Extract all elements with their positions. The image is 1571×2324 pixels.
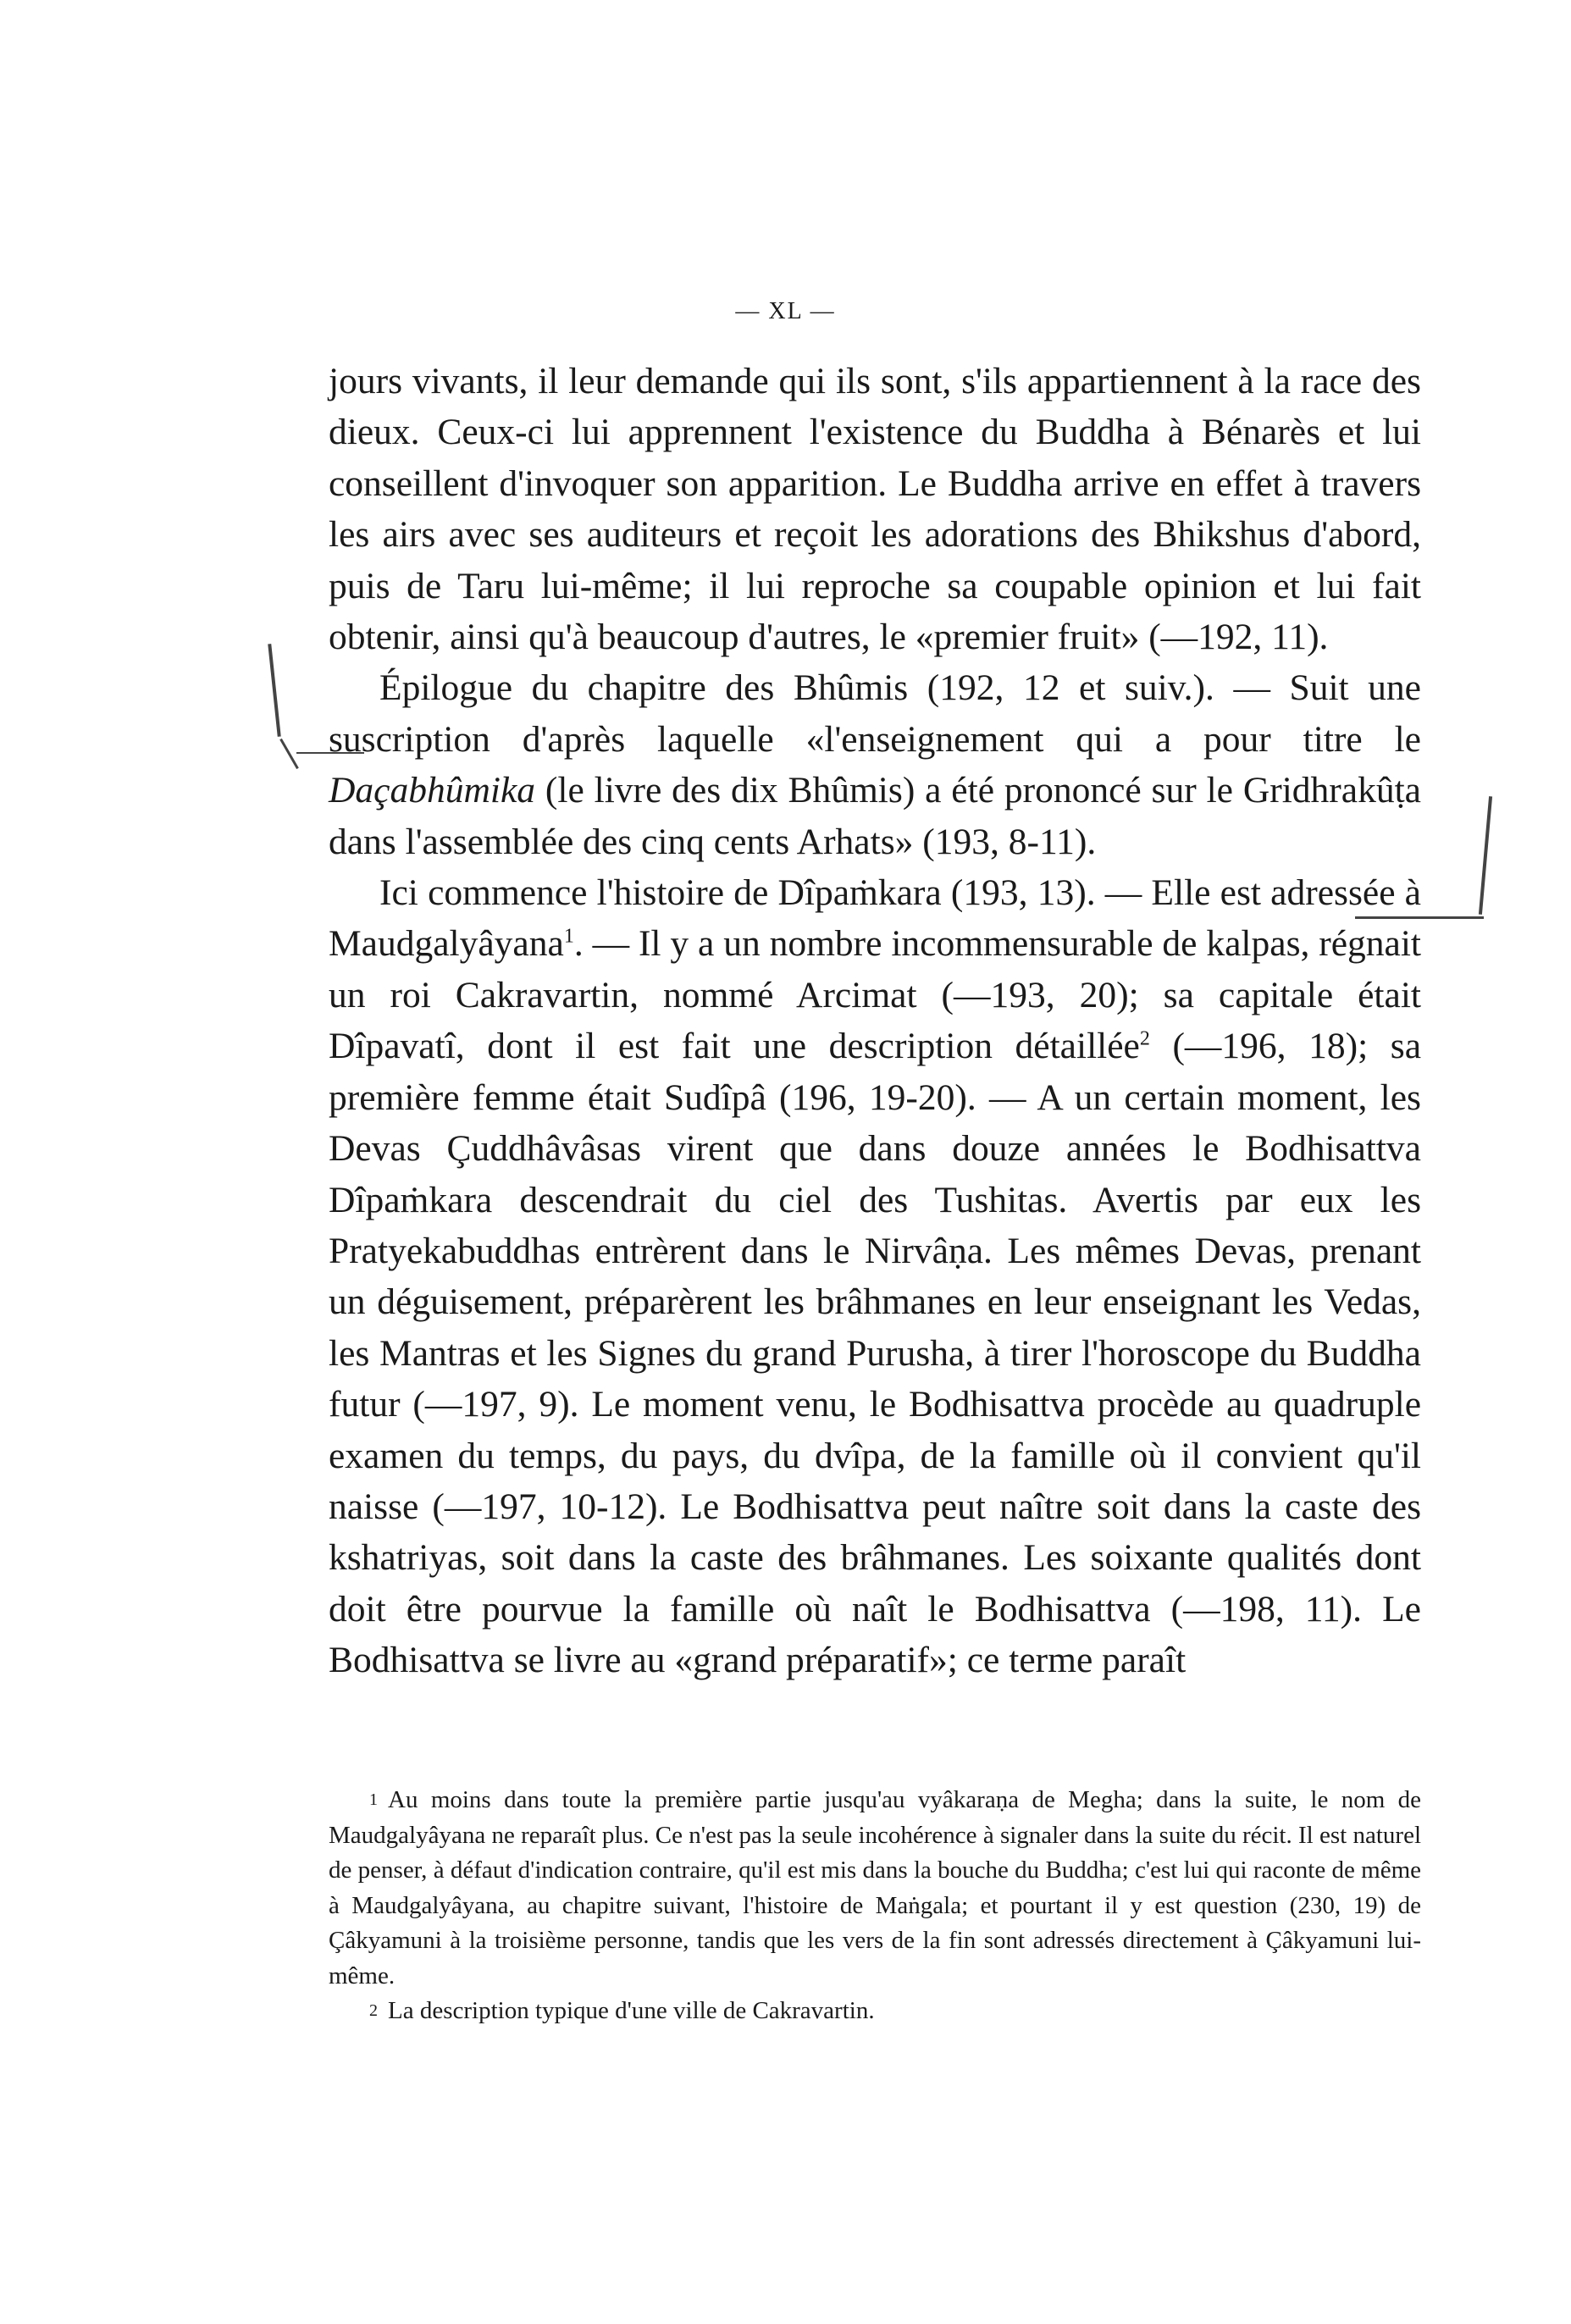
paragraph-3-text-b: . — Il y a un nombre incommensurable de kalpas, régnait un roi Cakravartin, nommé Arcimat (—193, 20); sa capitale était Dîpavatî, dont il est fait une description détaillée <box>329 923 1422 1067</box>
footnotes <box>329 1783 1421 2029</box>
title-dacabhumika: Daçabhûmika <box>329 770 536 811</box>
paragraph-3-text-c: (—196, 18); sa première femme était Sudîpâ (196, 19-20). — A un certain moment, les Devas Çuddhâvâsas virent que dans douze années le Bodhisattva Dîpaṁkara descendrait du ciel des Tushitas. Avertis par eux les Pratyekabuddhas entrèrent dans le Nirvâṇa. Les mêmes Devas, prenant un déguisement, préparèrent les brâhmanes en leur enseignant les Vedas, les Mantras et les Signes du grand Purusha, à tirer l'horoscope du Buddha futur (—197, 9). Le moment venu, le Bodhisattva procède au quadruple examen du temps, du pays, du dvîpa, de la famille où il convient qu'il naisse (—197, 10-12). Le Bodhisattva peut naître soit dans la caste des kshatriyas, soit dans la caste des brâhmanes. Les soixante qualités dont doit être pourvue la famille où naît le Bodhisattva (—198, 11). Le Bodhisattva se livre au «grand préparatif»; ce terme paraît <box>329 1026 1422 1681</box>
footnote-2-text: La description typique d'une ville de Cakravartin. <box>388 1997 875 2024</box>
footnote-1 <box>329 1783 1421 1994</box>
footnote-ref-1: 1 <box>563 925 574 948</box>
paragraph-2-text-b: (le livre des dix Bhûmis) a été prononcé sur le Gridhrakûṭa dans l'assemblée des cinq cents Arhats» (193, 8-11). <box>329 770 1421 862</box>
paragraph-2 <box>329 662 1421 867</box>
page-header: — XL — <box>735 298 836 324</box>
paragraph-3 <box>329 867 1421 1686</box>
paragraph-2-text-a: Épilogue du chapitre des Bhûmis (192, 12 et suiv.). — Suit une suscription d'après laquelle «l'enseignement qui a pour titre le <box>329 667 1421 760</box>
paragraph-3-text-a: Ici commence l'histoire de Dîpaṁkara (193, 13). — Elle est adressée à Maudgalyâyana <box>329 872 1421 965</box>
footnote-2-number: 2 <box>369 2001 378 2020</box>
footnote-1-number: 1 <box>369 1790 378 1809</box>
footnote-1-text: Au moins dans toute la première partie jusqu'au vyâkaraṇa de Megha; dans la suite, le nom de Maudgalyâyana ne reparaît plus. Ce n'est pas la seule incohérence à signaler dans la suite du récit. Il est naturel de penser, à défaut d'indication contraire, qu'il est mis dans la bouche du Buddha; c'est lui qui raconte de même à Maudgalyâyana, au chapitre suivant, l'histoire de Maṅgala; et pourtant il y est question (230, 19) de Çâkyamuni à la troisième personne, tandis que les vers de la fin sont adressés directement à Çâkyamuni lui-même. <box>329 1786 1421 1989</box>
main-text <box>329 356 1421 1686</box>
footnote-2 <box>329 1994 1421 2029</box>
footnote-ref-2: 2 <box>1139 1027 1150 1050</box>
paragraph-1: jours vivants, il leur demande qui ils sont, s'ils appartiennent à la race des dieux. Ceux-ci lui apprennent l'existence du Buddha à Bénarès et lui conseillent d'invoquer son apparition. Le Buddha arrive en effet à travers les airs avec ses auditeurs et reçoit les adorations des Bhikshus d'abord, puis de Taru lui-même; il lui reproche sa coupable opinion et lui fait obtenir, ainsi qu'à beaucoup d'autres, le «premier fruit» (—192, 11). <box>329 361 1421 658</box>
